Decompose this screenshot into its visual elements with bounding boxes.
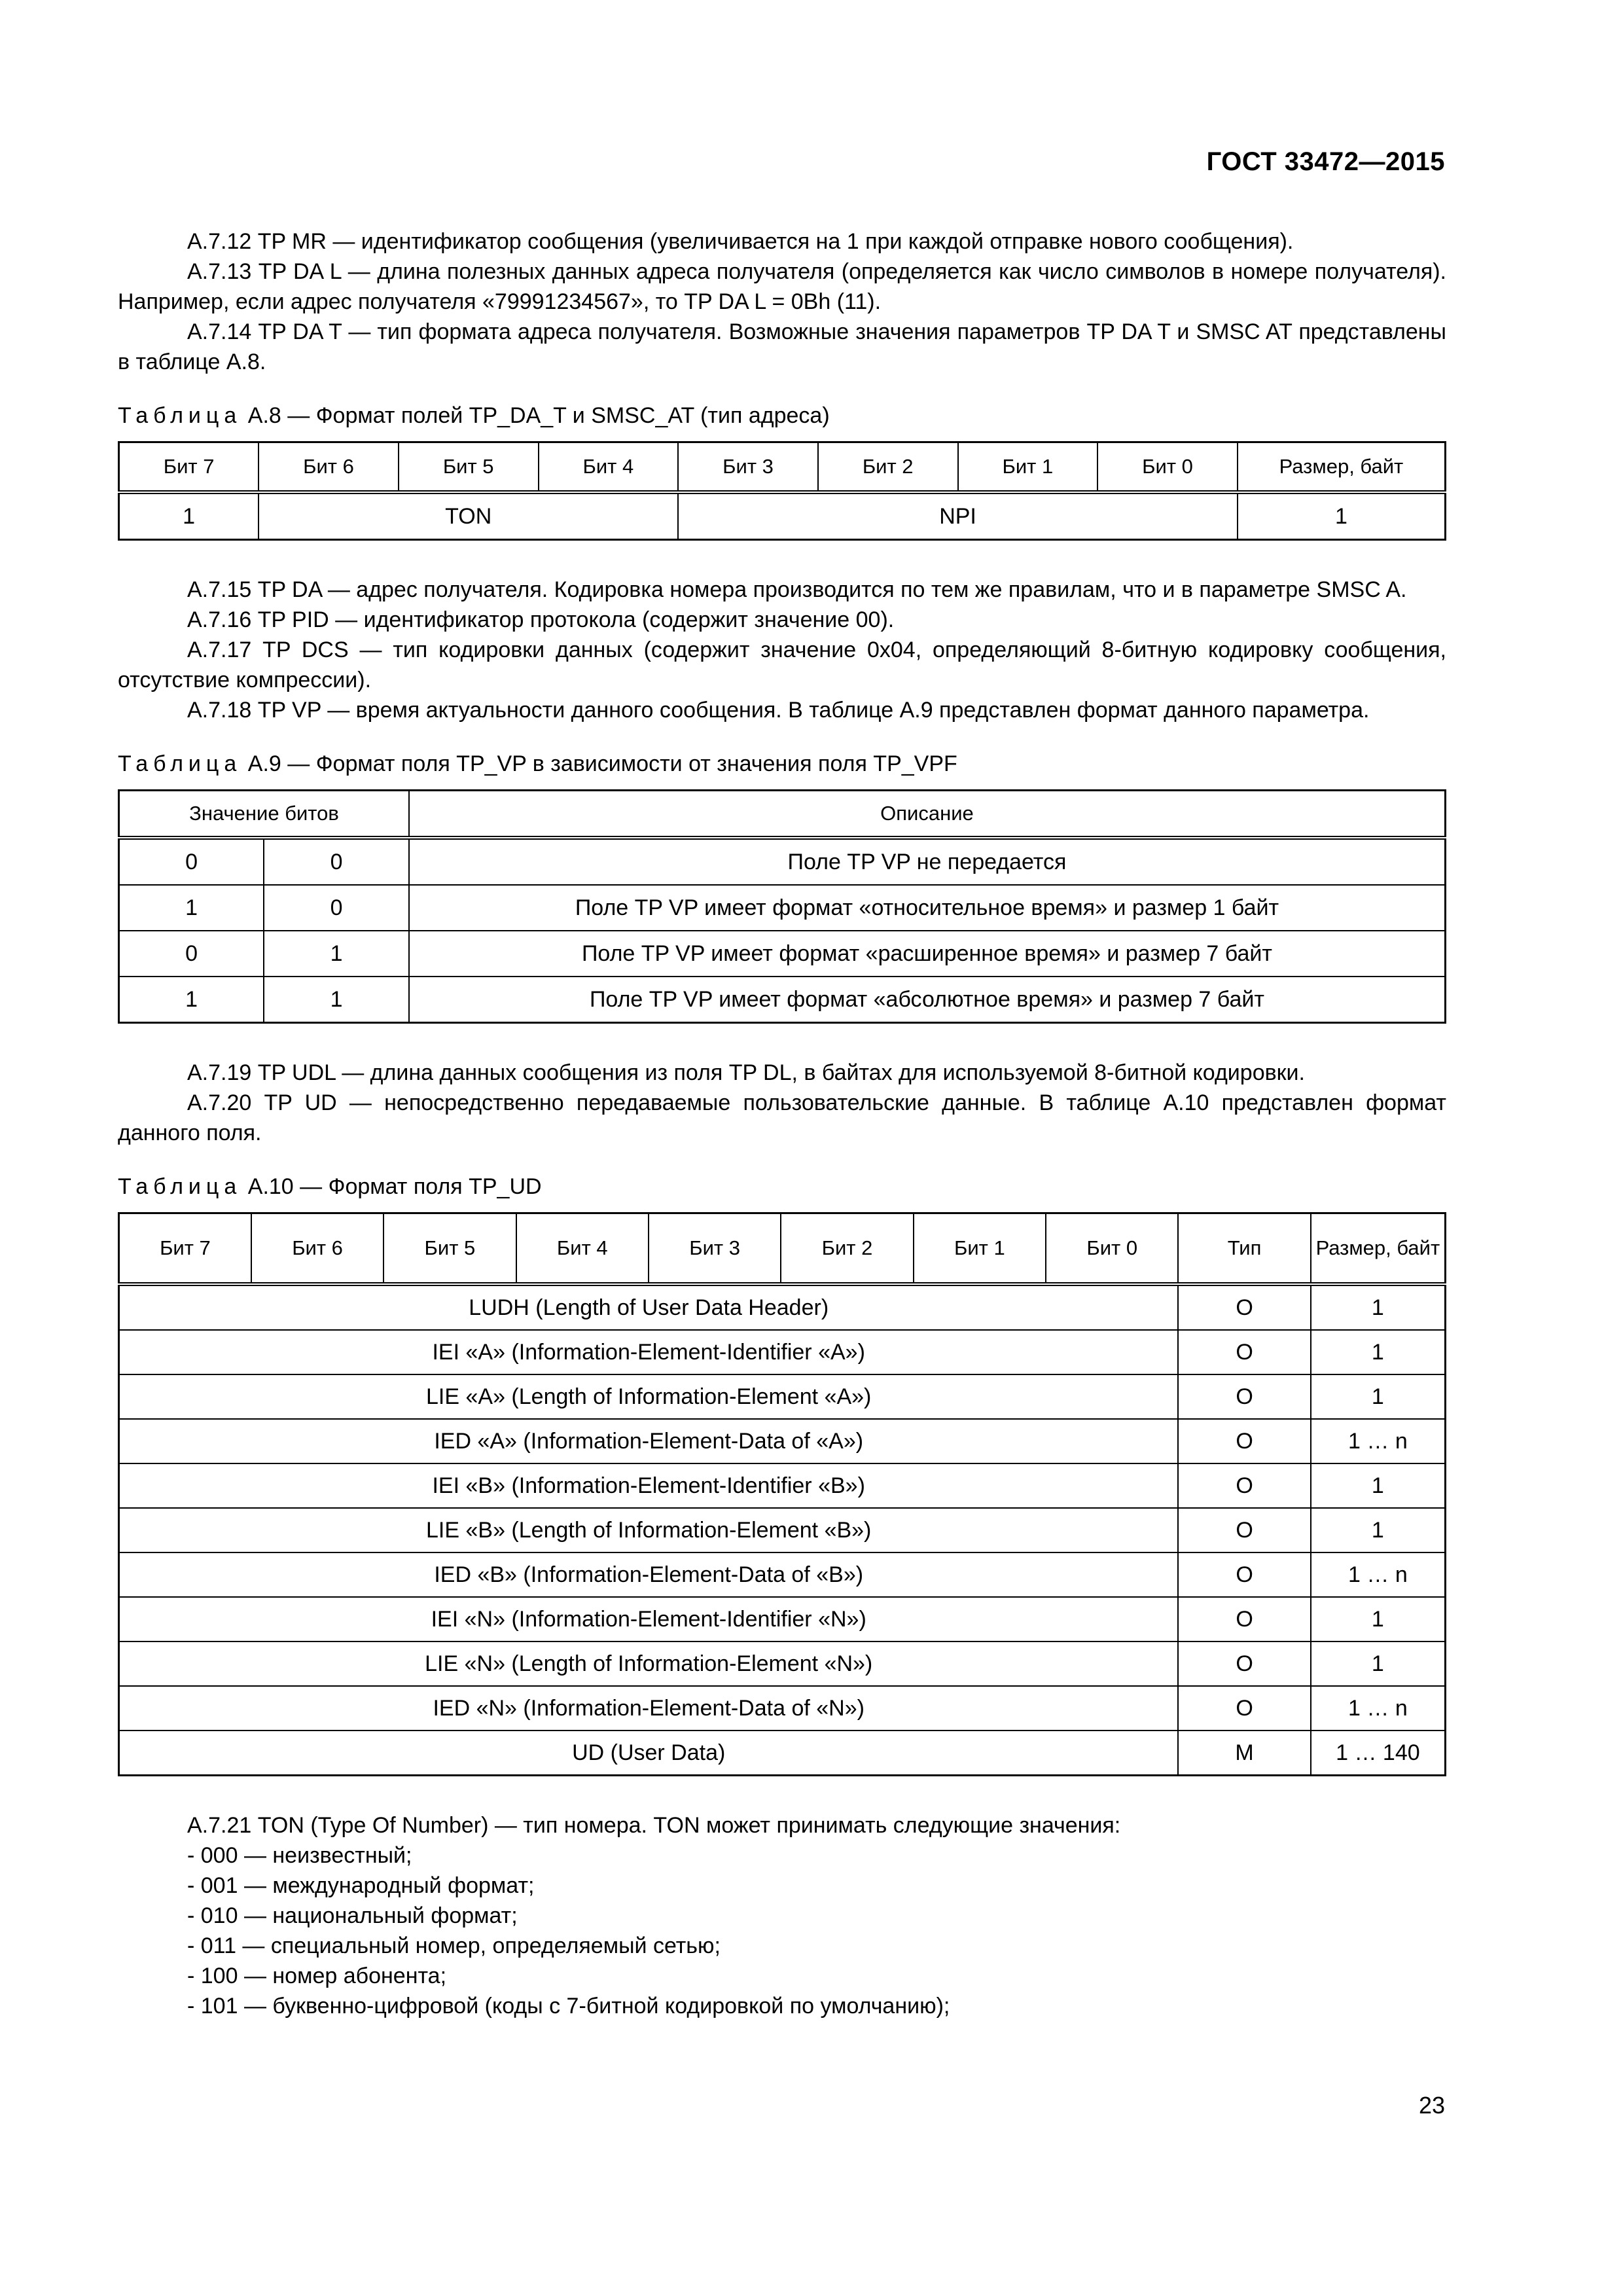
- list-item: - 011 — специальный номер, определяемый сетью;: [187, 1933, 721, 1958]
- table-row: [119, 1597, 1446, 1641]
- page-content: [118, 226, 1446, 2021]
- paragraph-a-7-13: А.7.13 TP DA L — длина полезных данных адреса получателя (определяется как число символов в номере получателя). Например, если адрес получателя «79991234567», то TP DA L = 0Bh (11).: [118, 259, 1446, 314]
- table-a8-header-cell: Бит 3: [678, 442, 818, 493]
- table-a10-header-cell: Бит 1: [914, 1213, 1046, 1285]
- table-row: [119, 1686, 1446, 1731]
- table-row: [119, 1508, 1446, 1552]
- paragraph-a-7-20: А.7.20 TP UD — непосредственно передаваемые пользовательские данные. В таблице А.10 представлен формат данного поля.: [118, 1090, 1446, 1145]
- table-a8-bit7-cell: 1: [119, 492, 259, 540]
- table-a10-header-cell: Бит 0: [1046, 1213, 1178, 1285]
- paragraph-a-7-15: А.7.15 TP DA — адрес получателя. Кодировка номера производится по тем же правилам, что и в параметре SMSC A.: [187, 577, 1407, 602]
- table-row: [119, 838, 1446, 885]
- table-a10-field-cell: IEI «B» (Information-Element-Identifier «B»): [119, 1463, 1179, 1508]
- table-a10-caption-word: Таблица: [118, 1174, 242, 1199]
- table-row: [119, 931, 1446, 977]
- table-a8-header-cell: Размер, байт: [1238, 442, 1446, 493]
- table-a9-bit-cell: 0: [119, 931, 264, 977]
- table-a10-field-cell: LUDH (Length of User Data Header): [119, 1284, 1179, 1330]
- table-a10-header-cell: Размер, байт: [1311, 1213, 1446, 1285]
- paragraph-a-7-21: А.7.21 TON (Type Of Number) — тип номера. TON может принимать следующие значения:: [187, 1813, 1121, 1838]
- table-a9-bit-cell: 0: [264, 885, 409, 931]
- table-a10-header-row: [119, 1213, 1446, 1285]
- paragraph-a-7-19: А.7.19 TP UDL — длина данных сообщения из поля TP DL, в байтах для используемой 8-битной кодировки.: [187, 1060, 1305, 1085]
- table-a10-size-cell: 1: [1311, 1508, 1446, 1552]
- table-a8-header-cell: Бит 0: [1097, 442, 1238, 493]
- table-row: [119, 1330, 1446, 1374]
- table-a10-field-cell: LIE «B» (Length of Information-Element «B»): [119, 1508, 1179, 1552]
- table-a10-size-cell: 1: [1311, 1641, 1446, 1686]
- table-a9-bit-cell: 1: [119, 885, 264, 931]
- table-a10-header-cell: Бит 4: [516, 1213, 649, 1285]
- table-a10-size-cell: 1: [1311, 1597, 1446, 1641]
- table-a8-ton-cell: TON: [259, 492, 678, 540]
- table-a8-header-cell: Бит 1: [958, 442, 1098, 493]
- paragraph-a-7-18: А.7.18 TP VP — время актуальности данного сообщения. В таблице А.9 представлен формат данного параметра.: [187, 698, 1370, 723]
- table-a10-size-cell: 1: [1311, 1284, 1446, 1330]
- table-row: [119, 492, 1446, 540]
- table-a9-description-cell: Поле TP VP имеет формат «абсолютное время» и размер 7 байт: [409, 977, 1446, 1023]
- table-a8-header-cell: Бит 4: [539, 442, 679, 493]
- paragraph-a-7-16: А.7.16 TP PID — идентификатор протокола (содержит значение 00).: [187, 607, 895, 632]
- table-a8-caption-word: Таблица: [118, 403, 242, 428]
- table-a10-type-cell: O: [1178, 1284, 1310, 1330]
- table-a10-caption: [118, 1172, 1446, 1202]
- table-a9-bit-cell: 1: [264, 977, 409, 1023]
- table-row: [119, 1419, 1446, 1463]
- table-a9-caption: [118, 749, 1446, 779]
- table-a10-header-cell: Тип: [1178, 1213, 1310, 1285]
- table-a10-header-cell: Бит 2: [781, 1213, 913, 1285]
- table-a10-size-cell: 1: [1311, 1463, 1446, 1508]
- table-a10-type-cell: O: [1178, 1374, 1310, 1419]
- table-a10-header-cell: Бит 3: [649, 1213, 781, 1285]
- table-a10-field-cell: UD (User Data): [119, 1731, 1179, 1776]
- table-a9-bit-cell: 0: [119, 838, 264, 885]
- table-a8: [118, 441, 1446, 541]
- table-a10: [118, 1212, 1446, 1776]
- list-item: - 010 — национальный формат;: [187, 1903, 518, 1928]
- table-a8-header-cell: Бит 7: [119, 442, 259, 493]
- paragraph-a-7-17: А.7.17 TP DCS — тип кодировки данных (содержит значение 0x04, определяющий 8-битную кодировку сообщения, отсутствие компрессии).: [118, 637, 1446, 692]
- table-a9: [118, 789, 1446, 1024]
- table-a10-type-cell: O: [1178, 1597, 1310, 1641]
- table-a10-field-cell: IEI «N» (Information-Element-Identifier «N»): [119, 1597, 1179, 1641]
- table-a10-field-cell: LIE «A» (Length of Information-Element «A»): [119, 1374, 1179, 1419]
- table-a10-field-cell: IEI «A» (Information-Element-Identifier «A»): [119, 1330, 1179, 1374]
- table-a10-type-cell: O: [1178, 1463, 1310, 1508]
- list-item: - 000 — неизвестный;: [187, 1843, 412, 1868]
- table-a10-type-cell: O: [1178, 1419, 1310, 1463]
- table-row: [119, 977, 1446, 1023]
- table-a9-bit-cell: 0: [264, 838, 409, 885]
- paragraph-a-7-12: А.7.12 TP MR — идентификатор сообщения (увеличивается на 1 при каждой отправке нового сообщения).: [187, 229, 1294, 254]
- table-a10-size-cell: 1 … n: [1311, 1552, 1446, 1597]
- table-a10-caption-text: А.10 — Формат поля TP_UD: [247, 1174, 542, 1199]
- list-item: - 101 — буквенно-цифровой (коды с 7-битной кодировкой по умолчанию);: [187, 1994, 950, 2018]
- table-a9-bit-cell: 1: [119, 977, 264, 1023]
- table-a8-npi-cell: NPI: [678, 492, 1238, 540]
- list-item: - 100 — номер абонента;: [187, 1964, 447, 1988]
- table-a10-field-cell: IED «B» (Information-Element-Data of «B»): [119, 1552, 1179, 1597]
- table-row: [119, 1731, 1446, 1776]
- table-a8-header-row: [119, 442, 1446, 493]
- table-a10-type-cell: O: [1178, 1330, 1310, 1374]
- table-a9-caption-text: А.9 — Формат поля TP_VP в зависимости от значения поля TP_VPF: [247, 751, 957, 776]
- table-a10-type-cell: O: [1178, 1508, 1310, 1552]
- table-a8-caption-text: А.8 — Формат полей TP_DA_T и SMSC_AT (тип адреса): [247, 403, 830, 428]
- table-a9-header-cell: Описание: [409, 791, 1446, 838]
- table-row: [119, 1374, 1446, 1419]
- table-row: [119, 1284, 1446, 1330]
- table-a10-field-cell: IED «N» (Information-Element-Data of «N»): [119, 1686, 1179, 1731]
- table-a9-description-cell: Поле TP VP имеет формат «относительное время» и размер 1 байт: [409, 885, 1446, 931]
- table-a10-type-cell: M: [1178, 1731, 1310, 1776]
- table-a10-type-cell: O: [1178, 1686, 1310, 1731]
- table-a10-size-cell: 1 … 140: [1311, 1731, 1446, 1776]
- table-a10-size-cell: 1: [1311, 1330, 1446, 1374]
- table-a10-type-cell: O: [1178, 1641, 1310, 1686]
- table-a10-field-cell: LIE «N» (Length of Information-Element «N»): [119, 1641, 1179, 1686]
- table-a8-header-cell: Бит 6: [259, 442, 399, 493]
- table-a8-header-cell: Бит 5: [399, 442, 539, 493]
- table-a9-caption-word: Таблица: [118, 751, 242, 776]
- table-a10-field-cell: IED «A» (Information-Element-Data of «A»): [119, 1419, 1179, 1463]
- table-row: [119, 1552, 1446, 1597]
- table-row: [119, 1641, 1446, 1686]
- table-a8-size-cell: 1: [1238, 492, 1446, 540]
- paragraph-a-7-14: А.7.14 TP DA T — тип формата адреса получателя. Возможные значения параметров TP DA T и SMSC AT представлены в таблице А.8.: [118, 319, 1446, 374]
- table-row: [119, 885, 1446, 931]
- table-a9-header-row: [119, 791, 1446, 838]
- table-a10-header-cell: Бит 6: [251, 1213, 383, 1285]
- table-a9-description-cell: Поле TP VP имеет формат «расширенное время» и размер 7 байт: [409, 931, 1446, 977]
- table-a9-bit-cell: 1: [264, 931, 409, 977]
- ton-values-list: [118, 1840, 1446, 2021]
- list-item: - 001 — международный формат;: [187, 1873, 535, 1898]
- table-a8-caption: [118, 401, 1446, 431]
- table-a10-header-cell: Бит 7: [119, 1213, 251, 1285]
- table-a8-header-cell: Бит 2: [818, 442, 958, 493]
- table-a10-type-cell: O: [1178, 1552, 1310, 1597]
- table-a10-size-cell: 1: [1311, 1374, 1446, 1419]
- table-row: [119, 1463, 1446, 1508]
- page-number: 23: [1418, 2092, 1445, 2119]
- document-header: ГОСТ 33472—2015: [1206, 147, 1445, 176]
- table-a10-header-cell: Бит 5: [383, 1213, 516, 1285]
- table-a10-size-cell: 1 … n: [1311, 1419, 1446, 1463]
- table-a9-description-cell: Поле TP VP не передается: [409, 838, 1446, 885]
- table-a9-header-cell: Значение битов: [119, 791, 409, 838]
- table-a10-size-cell: 1 … n: [1311, 1686, 1446, 1731]
